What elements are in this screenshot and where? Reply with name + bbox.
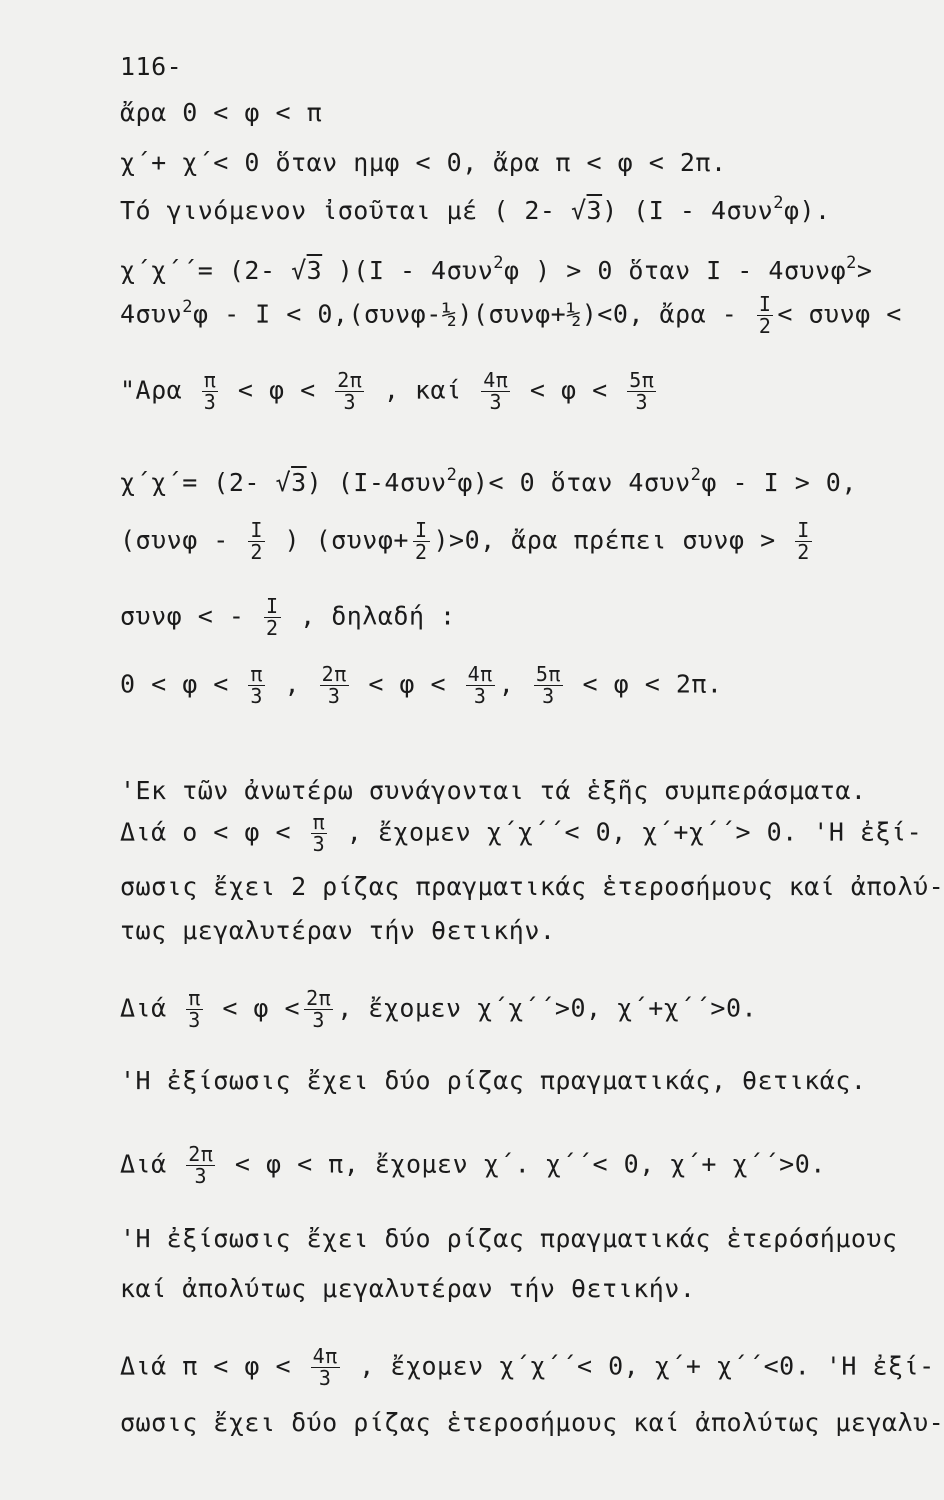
text-line-8: (συνφ - $\frac{I}{2}$ ) (συνφ+ $\frac{I}{2}$ )>0, ἄρα πρέπει συνφ > $\frac{I}{2}$ [120,518,810,564]
text-line-15: Διά $\frac{\pi}{3}$ < φ < $\frac{2\pi}{3}$ , ἔχομεν χ΄χ΄΄>0, χ΄+χ΄΄>0. [120,986,758,1032]
fraction: $\frac{5\pi}{3}$ [629,368,655,414]
text-line-5: 4συν$^2$φ - Ι < 0,(συνφ-½)(συνφ+½)<0, ἄρα - $\frac{I}{2}$ < συνφ < [120,292,902,338]
fraction: $\frac{\pi}{3}$ [188,986,201,1032]
fraction: $\frac{5\pi}{3}$ [535,662,561,708]
fraction: $\frac{I}{2}$ [265,594,279,640]
fraction: $\frac{\pi}{3}$ [312,810,326,856]
text-line-2: χ΄+ χ΄< 0 ὅταν ημφ < 0, ἄρα π < φ < 2π. [120,148,727,177]
fraction: $\frac{I}{2}$ [758,292,772,338]
text-line-12: Διά ο < φ < $\frac{\pi}{3}$ , ἔχομεν χ΄χ΄΄< 0, χ΄+χ΄΄> 0. 'Η ἐξί- [120,810,923,856]
text-line-4: χ΄χ΄΄= (2- √3 )(Ι - 4συν$^2$φ ) > 0 ὅταν Ι - 4συνφ$^2$> [120,253,873,285]
fraction: $\frac{\pi}{3}$ [203,368,217,414]
fraction: $\frac{4\pi}{3}$ [467,662,493,708]
fraction: $\frac{2\pi}{3}$ [321,662,347,708]
text-line-20: Διά π < φ < $\frac{4\pi}{3}$ , ἔχομεν χ΄χ΄΄< 0, χ΄+ χ΄΄<0. 'Η ἐξί- [120,1344,935,1390]
fraction: $\frac{2\pi}{3}$ [188,1142,214,1188]
fraction: $\frac{2\pi}{3}$ [306,986,332,1032]
fraction: $\frac{I}{2}$ [414,518,428,564]
fraction: $\frac{2\pi}{3}$ [337,368,363,414]
text-line-17: Διά $\frac{2\pi}{3}$ < φ < π, ἔχομεν χ΄. χ΄΄< 0, χ΄+ χ΄΄>0. [120,1142,826,1188]
fraction: $\frac{\pi}{3}$ [250,662,263,708]
text-line-18: 'Η ἐξίσωσις ἔχει δύο ρίζας πραγματικάς ἑτερόσήμους [120,1224,898,1253]
text-line-21: σωσις ἔχει δύο ρίζας ἑτεροσήμους καί ἀπολύτως μεγαλυ- [120,1408,944,1437]
fraction: $\frac{I}{2}$ [797,518,810,564]
text-line-16: 'Η ἐξίσωσις ἔχει δύο ρίζας πραγματικάς, θετικάς. [120,1066,867,1095]
text-line-14: τως μεγαλυτέραν τήν θετικήν. [120,916,556,945]
fraction: $\frac{4\pi}{3}$ [312,1344,338,1390]
text-line-3: Τό γινόμενον ἰσοῦται μέ ( 2- √3) (Ι - 4συν$^2$φ). [120,193,831,225]
text-line-7: χ΄χ΄= (2- √3) (Ι-4συν$^2$φ)< 0 ὅταν 4συν$^2$φ - Ι > 0, [120,465,857,497]
text-line-1: ἄρα 0 < φ < π [120,98,323,127]
text-line-13: σωσις ἔχει 2 ρίζας πραγματικάς ἑτεροσήμους καί ἀπολύ- [120,872,944,901]
text-line-19: καί ἀπολύτως μεγαλυτέραν τήν θετικήν. [120,1274,696,1303]
page-number: 116- [120,52,183,81]
text-line-9: συνφ < - $\frac{I}{2}$ , δηλαδή : [120,594,456,640]
text-line-10: 0 < φ < $\frac{\pi}{3}$ , $\frac{2\pi}{3}$ < φ < $\frac{4\pi}{3}$ , $\frac{5\pi}{3}$ < φ < 2π. [120,662,723,708]
fraction: $\frac{4\pi}{3}$ [483,368,509,414]
text-line-11: 'Εκ τῶν ἀνωτέρω συνάγονται τά ἑξῆς συμπεράσματα. [120,776,867,805]
text-line-6: "Αρα $\frac{\pi}{3}$ < φ < $\frac{2\pi}{3}$ , καί $\frac{4\pi}{3}$ < φ < $\frac{5\pi}{3}$ [120,368,655,414]
fraction: $\frac{I}{2}$ [250,518,263,564]
